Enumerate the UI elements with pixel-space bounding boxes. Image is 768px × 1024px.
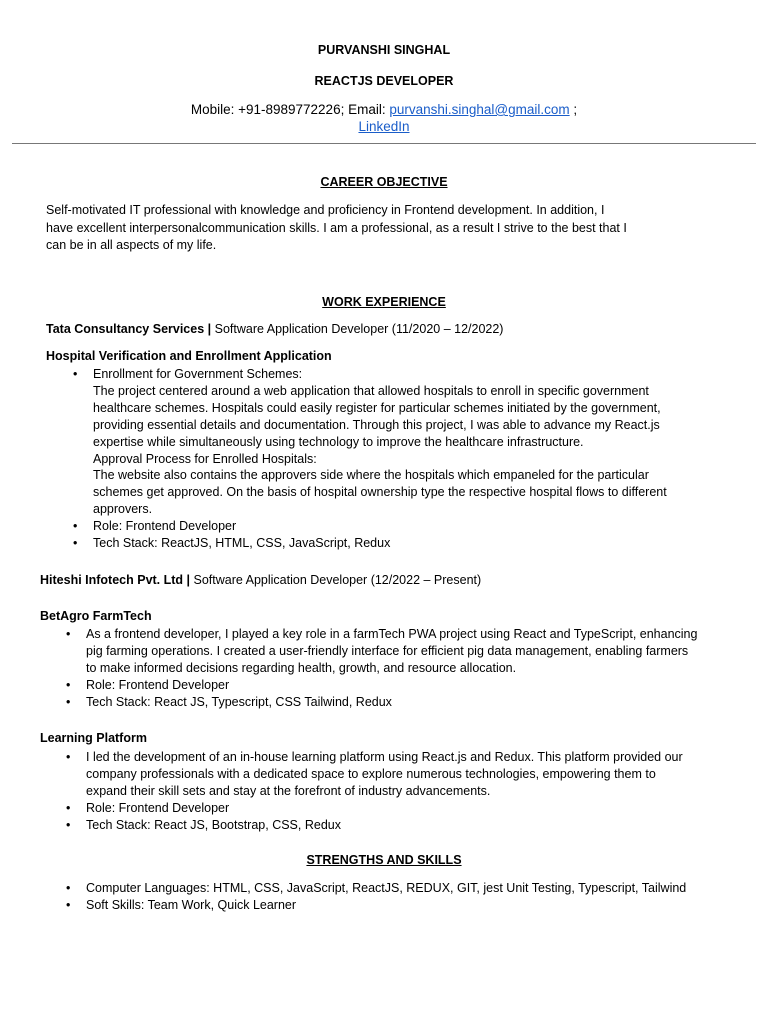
bullet-line: • Role: Frontend Developer <box>86 800 230 815</box>
bullet-line: The project centered around a web application that allowed hospitals to enroll in specific government <box>93 383 649 398</box>
project-title: BetAgro FarmTech <box>40 609 152 623</box>
bullet-line: Approval Process for Enrolled Hospitals: <box>93 451 317 466</box>
project-title: Hospital Verification and Enrollment Application <box>46 349 332 363</box>
list-item <box>86 800 756 817</box>
contact-prefix: Mobile: +91-8989772226; Email: <box>190 102 390 117</box>
skills-list <box>86 880 756 914</box>
project-title: Learning Platform <box>40 731 147 745</box>
bullet-line: expertise while simultaneously using technology to improve the healthcare infrastructure. <box>93 434 584 449</box>
list-item <box>86 749 756 800</box>
bullet-line: pig farming operations. I created a user-friendly interface for efficient pig data management, enabling farmers <box>86 643 689 658</box>
bullet-line: The website also contains the approvers side where the hospitals which empaneled for the particular <box>93 468 649 483</box>
project-bullet-list <box>86 749 756 834</box>
bullet-line: • As a frontend developer, I played a key role in a farmTech PWA project using React and TypeScript, enhancing <box>86 627 698 641</box>
resume-role: REACTJS DEVELOPER <box>314 74 454 88</box>
work-experience-heading: WORK EXPERIENCE <box>322 295 446 309</box>
bullet-line: • Role: Frontend Developer <box>86 677 230 692</box>
bullet-line: approvers. <box>93 502 153 517</box>
bullet-line: • Tech Stack: ReactJS, HTML, CSS, JavaScript, Redux <box>93 536 391 551</box>
job-header-hiteshi <box>40 573 740 587</box>
list-item <box>86 677 756 694</box>
job-title: Software Application Developer (11/2020 – 12/2022) <box>211 322 504 336</box>
bullet-line: • Computer Languages: HTML, CSS, JavaScript, ReactJS, REDUX, GIT, jest Unit Testing, Typescript, Tailwind <box>86 881 687 895</box>
bullet-line: • Soft Skills: Team Work, Quick Learner <box>86 897 297 912</box>
header-divider <box>12 143 756 144</box>
bullet-line: • I led the development of an in-house learning platform using React.js and Redux. This platform provided our <box>86 750 683 764</box>
linkedin-link[interactable]: LinkedIn <box>358 119 410 134</box>
career-line: have excellent interpersonalcommunication skills. I am a professional, as a result I strive to the best that I <box>46 220 627 235</box>
bullet-line: schemes get approved. On the basis of hospital ownership type the respective hospital flows to different <box>93 485 667 500</box>
job-title: Software Application Developer (12/2022 – Present) <box>190 573 482 587</box>
list-item <box>86 694 756 711</box>
bullet-line: • Tech Stack: React JS, Bootstrap, CSS, Redux <box>86 817 341 832</box>
bullet-line: providing essential details and documentation. Through this project, I was able to advance my React.js <box>93 417 660 432</box>
bullet-line: • Tech Stack: React JS, Typescript, CSS Tailwind, Redux <box>86 694 392 709</box>
resume-name: PURVANSHI SINGHAL <box>317 43 451 57</box>
contact-line <box>0 102 768 117</box>
bullet-line: • Enrollment for Government Schemes: <box>93 367 303 381</box>
list-item <box>86 880 756 897</box>
bullet-line: • Role: Frontend Developer <box>93 519 237 534</box>
project-bullet-list <box>86 626 756 711</box>
company-name: Hiteshi Infotech Pvt. Ltd | <box>40 573 191 587</box>
project-bullet-list <box>93 366 753 552</box>
company-name: Tata Consultancy Services | <box>46 322 212 336</box>
list-item <box>93 518 753 535</box>
job-header-tcs <box>46 322 746 336</box>
bullet-line: to make informed decisions regarding health, growth, and resource allocation. <box>86 660 517 675</box>
bullet-line: expand their skill sets and stay at the forefront of industry advancements. <box>86 783 491 798</box>
list-item <box>86 897 756 914</box>
list-item <box>93 366 753 518</box>
career-objective-text <box>46 202 746 255</box>
career-objective-heading: CAREER OBJECTIVE <box>320 175 448 189</box>
bullet-line: healthcare schemes. Hospitals could easily register for particular schemes initiated by the government, <box>93 400 661 415</box>
list-item <box>93 535 753 552</box>
skills-heading: STRENGTHS AND SKILLS <box>306 853 462 867</box>
email-link[interactable]: purvanshi.singhal@gmail.com <box>389 102 570 117</box>
bullet-line: company professionals with a dedicated space to explore numerous technologies, empowering them to <box>86 766 656 781</box>
list-item <box>86 626 756 677</box>
linkedin-line <box>0 119 768 134</box>
list-item <box>86 817 756 834</box>
career-line: Self-motivated IT professional with knowledge and proficiency in Frontend development. In addition, I <box>46 203 605 217</box>
career-line: can be in all aspects of my life. <box>46 238 217 252</box>
contact-suffix: ; <box>569 102 578 117</box>
